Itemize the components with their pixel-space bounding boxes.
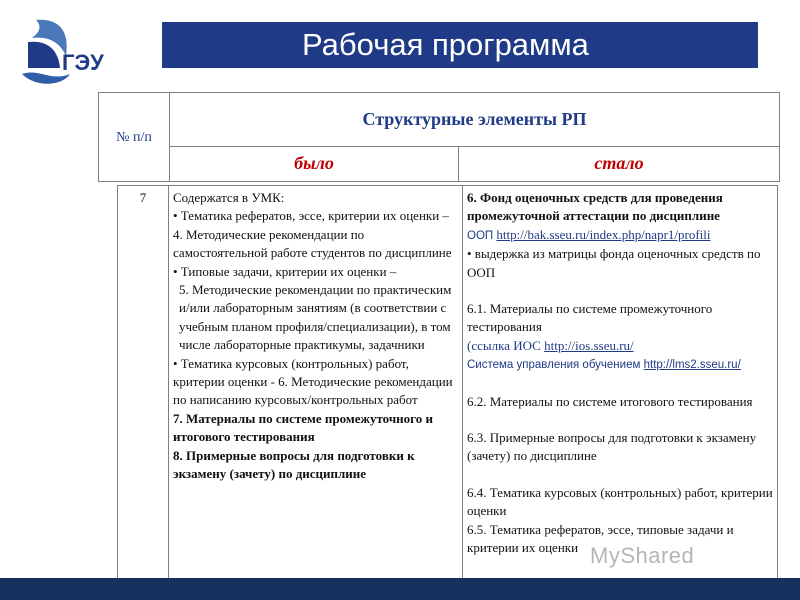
was-cell [169,186,463,581]
watermark: MyShared [590,543,695,568]
section-6-4: 6.4. Тематика курсовых (контрольных) работ, критерии оценки [467,484,773,519]
was-line: 8. Примерные вопросы для подготовки к экзамену (зачету) по дисциплине [173,447,415,482]
column-now-header: стало [459,146,780,181]
title-bar [162,22,758,68]
oop-line [467,226,773,245]
content-table [117,185,778,581]
was-line: • Типовые задачи, критерии их оценки – [173,263,397,279]
ios-link[interactable]: http://ios.sseu.ru/ [544,337,634,353]
page-title: Рабочая программа [302,27,589,62]
row-number: 7 [118,186,169,581]
section-6-5: 6.5. Тематика рефератов, эссе, типовые задачи и критерии их оценки [467,521,734,556]
was-line: • Тематика рефератов, эссе, критерии их оценки – 4. Методические рекомендации по самостоятельной работе студентов по дисциплине [173,208,452,261]
section-6-3: 6.3. Примерные вопросы для подготовки к экзамену (зачету) по дисциплине [467,430,757,464]
section-6-1: 6.1. Материалы по системе промежуточного тестирования [467,301,713,335]
was-line: Содержатся в УМК: [173,190,285,205]
was-line: 5. Методические рекомендации по практическим и/или лабораторным занятиям (в соответствии с учебным планом профиля/специализации), в том числе лабораторные практикумы, задачники [179,282,452,353]
lms-link[interactable]: http://lms2.sseu.ru/ [643,359,741,372]
logo-text: ГЭУ [62,50,104,75]
table-row [118,186,778,581]
header-table [98,92,780,182]
ios-prefix: (ссылка ИОС [467,337,541,353]
was-line: 7. Материалы по системе промежуточного и итогового тестирования [173,410,433,445]
oop-prefix: ООП [467,229,494,242]
university-logo [18,12,113,97]
section-6-2: 6.2. Материалы по системе итогового тестирования [467,393,753,409]
lms-line [467,355,773,374]
lms-prefix: Система управления обучением [467,359,641,372]
now-cell [463,186,778,581]
extract-line: • выдержка из матрицы фонда оценочных средств по ООП [467,246,761,280]
ios-line [467,337,773,355]
column-main-header: Структурные элементы РП [170,93,780,147]
bottom-bar [0,578,800,600]
now-heading: 6. Фонд оценочных средств для проведения промежуточной аттестации по дисциплине [467,190,723,224]
column-was-header: было [170,146,459,181]
was-line: • Тематика курсовых (контрольных) работ, критерии оценки - 6. Методические рекомендации по написанию курсовых/контрольных работ [173,355,453,408]
oop-link[interactable]: http://bak.sseu.ru/index.php/napr1/profili [496,226,711,242]
column-number-header: № п/п [99,93,170,182]
